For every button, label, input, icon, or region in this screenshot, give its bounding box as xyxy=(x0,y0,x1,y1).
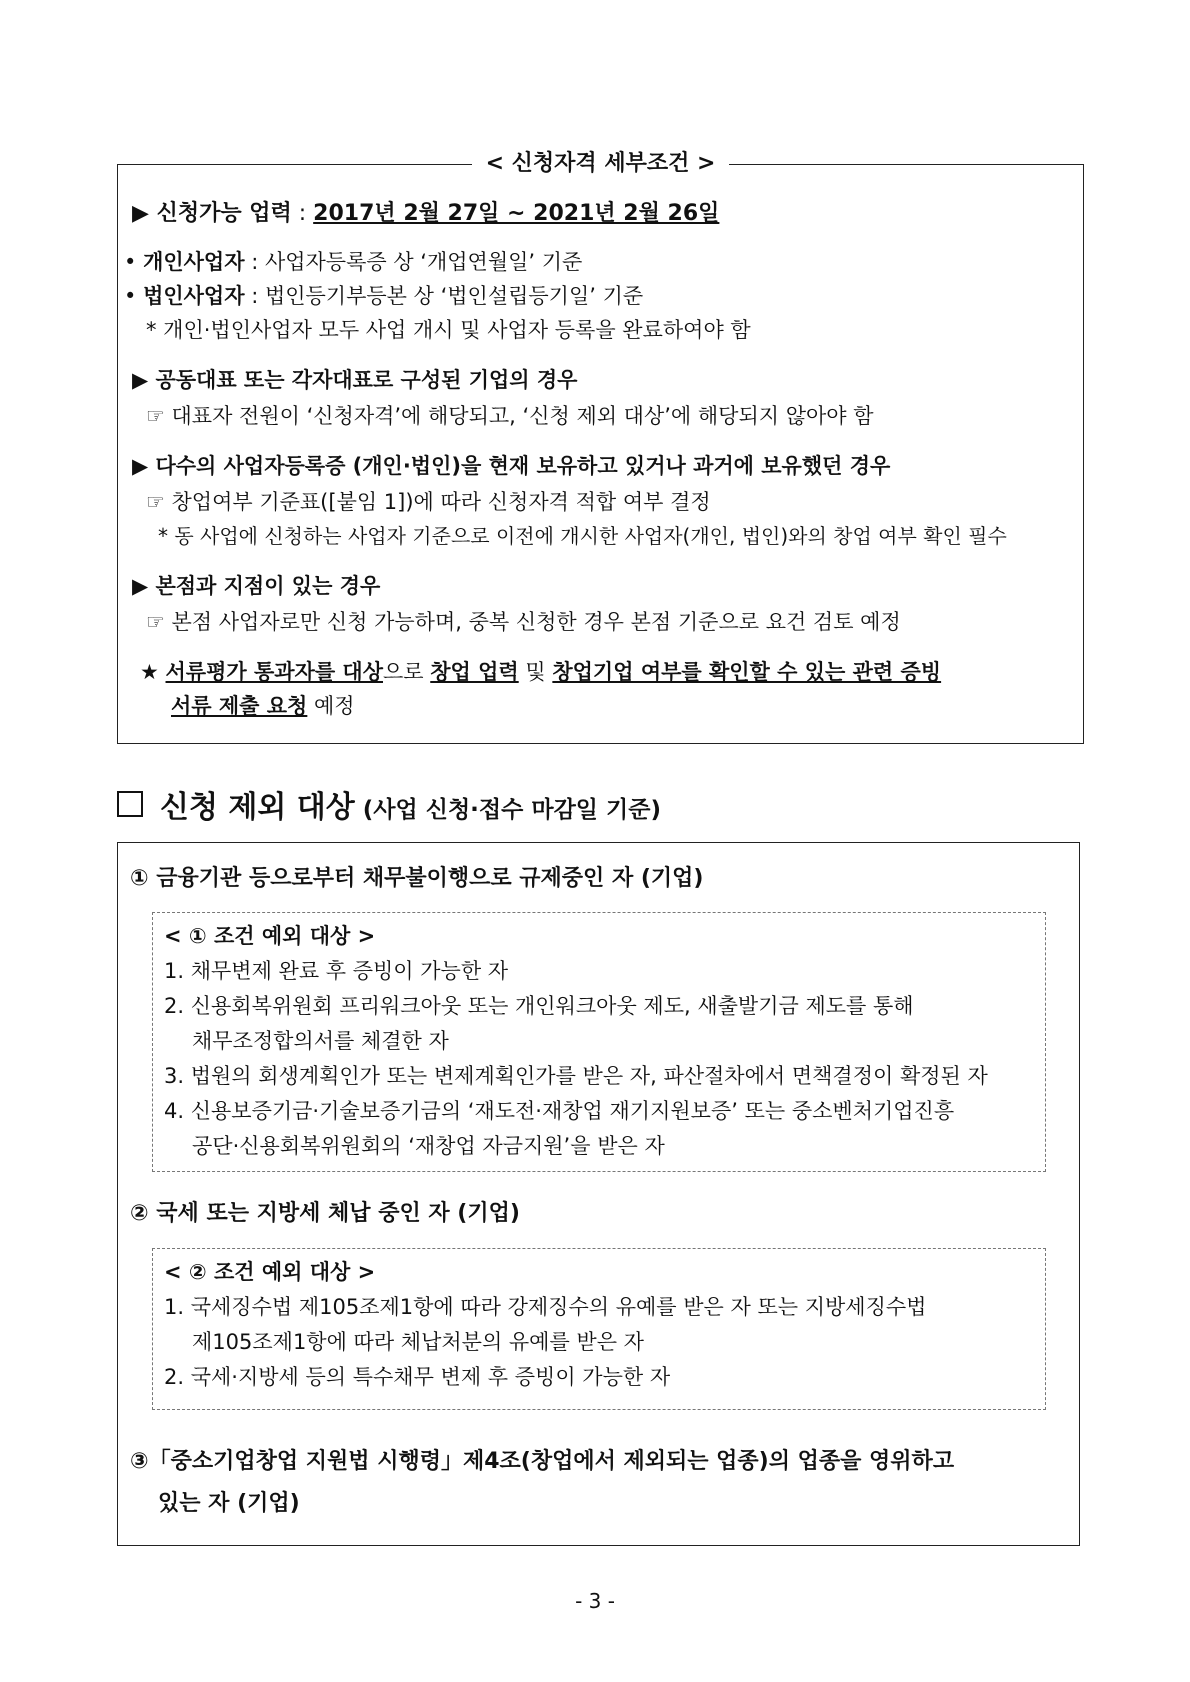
period-label: 신청가능 업력 xyxy=(156,201,292,226)
arrow-icon: ▶ xyxy=(132,574,149,598)
exception-line: 4. 신용보증기금·기술보증기금의 ‘재도전·재창업 재기지원보증’ 또는 중소벤처기업진흥 xyxy=(164,1099,955,1123)
exclusion-item-1-title: ① 금융기관 등으로부터 채무불이행으로 규제중인 자 (기업) xyxy=(130,866,704,891)
page-number: - 3 - xyxy=(575,1589,615,1613)
exception-line: 제105조제1항에 따라 체납처분의 유예를 받은 자 xyxy=(192,1330,644,1354)
exception-line: 2. 국세·지방세 등의 특수채무 변제 후 증빙이 가능한 자 xyxy=(164,1365,671,1389)
exception-line: 2. 신용회복위원회 프리워크아웃 또는 개인워크아웃 제도, 새출발기금 제도를 통해 xyxy=(164,994,914,1018)
period-line xyxy=(132,200,719,228)
arrow-icon: ▶ xyxy=(132,368,149,392)
exclusion-item-2-title: ② 국세 또는 지방세 체납 중인 자 (기업) xyxy=(130,1201,520,1226)
eligibility-details-title-wrap xyxy=(117,150,1084,178)
period-value: 2017년 2월 27일 ~ 2021년 2월 26일 xyxy=(313,201,720,226)
bullet-icon: • xyxy=(124,250,137,274)
bullet-label: 개인사업자 xyxy=(143,250,245,274)
exception-title-2: < ② 조건 예외 대상 > xyxy=(164,1260,376,1284)
note-line: * 개인·법인사업자 모두 사업 개시 및 사업자 등록을 완료하여야 함 xyxy=(146,318,751,342)
bullet-label: 법인사업자 xyxy=(143,284,245,308)
section-heading-joint-ceo: ▶ 공동대표 또는 각자대표로 구성된 기업의 경우 xyxy=(132,368,578,392)
star-notice-line2: 서류 제출 요청 예정 xyxy=(171,694,355,718)
section-line: ☞ 본점 사업자로만 신청 가능하며, 중복 신청한 경우 본점 기준으로 요건 검토 예정 xyxy=(146,610,901,634)
star-notice-line1: ★ 서류평가 통과자를 대상으로 창업 업력 및 창업기업 여부를 확인할 수 있는 관련 증빙 xyxy=(140,660,942,684)
section-heading-branch: ▶ 본점과 지점이 있는 경우 xyxy=(132,574,381,598)
bullet-text: : 법인등기부등본 상 ‘법인설립등기일’ 기준 xyxy=(244,284,644,308)
exception-line: 공단·신용회복위원회의 ‘재창업 자금지원’을 받은 자 xyxy=(192,1134,665,1158)
period-sep: : xyxy=(291,201,314,226)
section-heading-multiple-registrations: ▶ 다수의 사업자등록증 (개인·법인)을 현재 보유하고 있거나 과거에 보유했던 경우 xyxy=(132,454,891,478)
exception-line: 3. 법원의 회생계획인가 또는 변제계획인가를 받은 자, 파산절차에서 면책결정이 확정된 자 xyxy=(164,1064,988,1088)
section-line: ☞ 대표자 전원이 ‘신청자격’에 해당되고, ‘신청 제외 대상’에 해당되지 않아야 함 xyxy=(146,404,874,428)
bullet-individual xyxy=(124,248,582,276)
exception-line: 채무조정합의서를 체결한 자 xyxy=(192,1029,449,1053)
exception-line: 1. 국세징수법 제105조제1항에 따라 강제징수의 유예를 받은 자 또는 지방세징수법 xyxy=(164,1295,927,1319)
arrow-icon: ▶ xyxy=(132,454,149,478)
bullet-icon: • xyxy=(124,284,137,308)
exclusion-heading: 신청 제외 대상 (사업 신청·접수 마감일 기준) xyxy=(160,790,661,825)
exception-line: 1. 채무변제 완료 후 증빙이 가능한 자 xyxy=(164,959,509,983)
star-icon: ★ xyxy=(140,660,159,684)
exclusion-item-3-line1: ③「중소기업창업 지원법 시행령」제4조(창업에서 제외되는 업종)의 업종을 영위하고 xyxy=(130,1449,955,1474)
eligibility-details-title: < 신청자격 세부조건 > xyxy=(472,150,730,178)
exception-title-1: < ① 조건 예외 대상 > xyxy=(164,924,376,948)
section-note: * 동 사업에 신청하는 사업자 기준으로 이전에 개시한 사업자(개인, 법인)와의 창업 여부 확인 필수 xyxy=(158,524,1007,548)
checkbox-square-icon xyxy=(117,791,143,817)
bullet-text: : 사업자등록증 상 ‘개업연월일’ 기준 xyxy=(244,250,583,274)
arrow-icon: ▶ xyxy=(132,201,149,226)
exclusion-item-3-line2: 있는 자 (기업) xyxy=(158,1491,300,1516)
section-line: ☞ 창업여부 기준표([붙임 1])에 따라 신청자격 적합 여부 결정 xyxy=(146,490,711,514)
bullet-corporate xyxy=(124,282,643,310)
